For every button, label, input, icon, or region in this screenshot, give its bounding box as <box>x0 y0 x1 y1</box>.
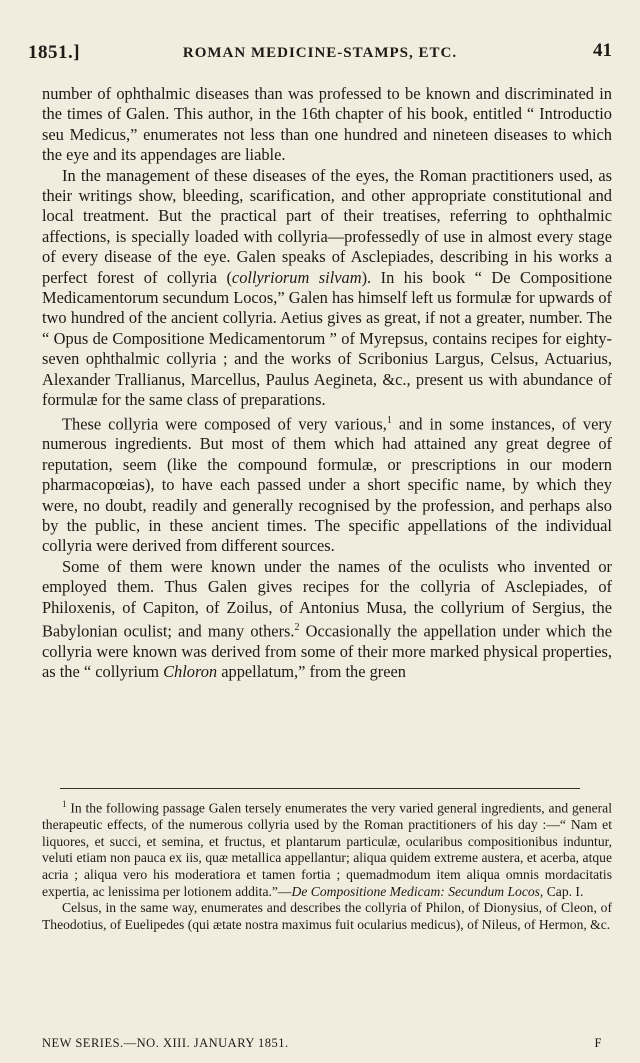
page-footer <box>42 1036 612 1051</box>
paragraph-4-italic: Chloron <box>163 662 218 682</box>
series-line: NEW SERIES.—NO. XIII. JANUARY 1851. <box>42 1036 289 1050</box>
header-title: ROMAN MEDICINE-STAMPS, ETC. <box>182 45 458 61</box>
footnote-1 <box>42 796 612 900</box>
paragraph-4-rest-b: appellatum,” from the green <box>217 662 406 682</box>
footnote-1-text: In the following passage Galen tersely enumerates the very varied general ingredients, and general therapeutic effects, of the numerous collyria used by the Roman practitioners of his day :—“ Nam et liquores, et succi, et semina, et fructus, et plantarum particulæ, ocularibus compositionibus induntur, veluti etiam non pauca ex iis, quæ metallica appellantur; aliqua quidem extreme austera, et acerba, atque acria ; aliqua vero his moderatiora et tamen fortia ; quemadmodum item aliqua omnis mordacitatis expertia, ac lenissima per lotionem addita.”— <box>42 800 612 899</box>
footnote-1-marker: 1 <box>62 799 67 809</box>
paragraph-3 <box>42 411 612 557</box>
paragraph-4 <box>42 557 612 683</box>
footnote-ref-2[interactable]: 2 <box>294 622 300 634</box>
paragraph-1: number of ophthalmic diseases than was professed to be known and discriminated in the times of Galen. This author, in the 16th chapter of his book, entitled “ Introductio seu Medicus,” enumerates not less than one hundred and nineteen diseases to which the eye and its appendages are liable. <box>42 84 612 165</box>
main-text <box>42 84 612 683</box>
paragraph-2-rest: ). In his book “ De Compositione Medicamentorum secundum Locos,” Galen has himself left us formulæ for upwards of two hundred of the ancient collyria. Aetius gives as great, if not a greater, number. The “ Opus de Compositione Medicamentorum ” of Myrepsus, contains recipes for eighty-seven ophthalmic collyria ; and the works of Scribonius Largus, Celsus, Actuarius, Alexander Trallianus, Marcellus, Paulus Aegineta, &c., present us with abundance of formulæ for the same class of preparations. <box>42 267 612 410</box>
footnote-1-cap: Cap. I. <box>543 883 584 899</box>
running-header <box>28 38 612 68</box>
footnote-ref-1[interactable]: 1 <box>386 414 392 426</box>
paragraph-4-text: Some of them were known under the names of the oculists who invented or employed them. Thus Galen gives recipes for the collyria of Asclepiades, of Philoxenis, of Capiton, of Zoilus, of Antonius Musa, the collyrium of Sergius, the Babylonian oculist; and many others. <box>42 556 612 641</box>
paragraph-3-text: These collyria were composed of very various, <box>62 413 387 433</box>
footnotes <box>42 796 612 933</box>
header-year: 1851.] <box>28 42 81 63</box>
footnote-divider <box>60 788 580 789</box>
footnote-1-source: De Compositione Medicam: Secundum Locos, <box>291 883 544 899</box>
paragraph-3-rest: and in some instances, of very numerous ingredients. But most of them which had attained any great degree of reputation, seem (like the compound formulæ, or prescriptions in our modern pharmacopœias), to have each passed under a short specific name, by which they were, no doubt, readily and generally recognised by the profession, and perhaps also by the public, in these ancient times. The specific appellations of the individual collyria were derived from different sources. <box>42 413 612 556</box>
paragraph-4-rest-a: Occasionally the appellation under which the collyria were known was derived from some of their more marked physical properties, as the “ collyrium <box>42 621 612 682</box>
paragraph-2-italic: collyriorum silvam <box>231 267 362 287</box>
paragraph-2 <box>42 166 612 411</box>
signature-mark: F <box>594 1036 602 1050</box>
paragraph-2-text: In the management of these diseases of the eyes, the Roman practitioners used, as their writings show, bleeding, scarification, and other appropriate constitutional and local treatment. But the practical part of their treatises, referring to ophthalmic affections, is specially loaded with collyria—professedly of use in almost every stage of every disease of the eye. Galen speaks of Asclepiades, describing in his works a perfect forest of collyria ( <box>42 165 612 287</box>
footnote-2: Celsus, in the same way, enumerates and describes the collyria of Philon, of Dionysius, of Cleon, of Theodotius, of Euelipedes (qui ætate nostra maximus fuit ocularius medicus), of Nileus, of Hermon, &c. <box>42 900 612 932</box>
page-number: 41 <box>593 40 612 61</box>
